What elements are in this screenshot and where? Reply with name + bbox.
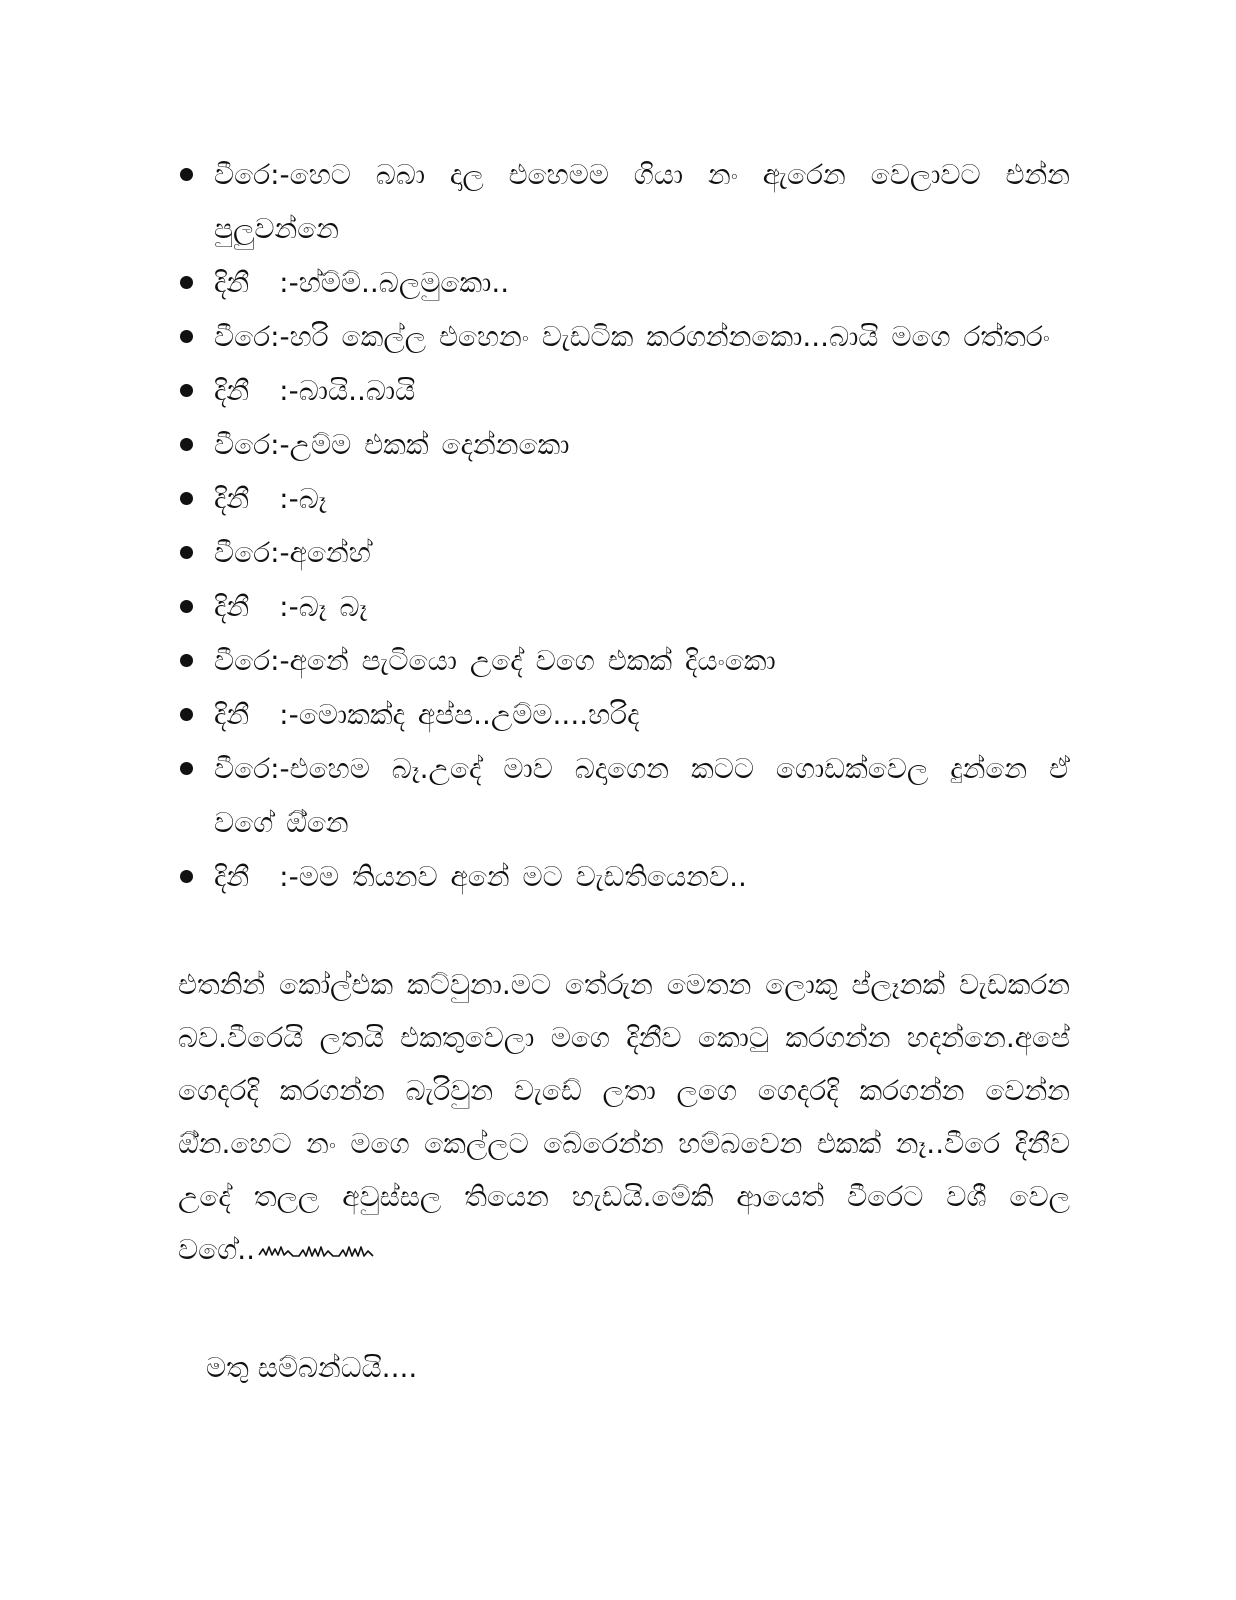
speaker-name: දිනී [214,860,250,893]
bullet-icon [180,762,193,775]
bullet-icon [180,600,193,613]
speaker-name: වීරෙ [214,536,271,569]
bullet-icon [180,708,193,721]
speaker-name: දිනී [214,590,250,623]
dialogue-line [178,580,1070,634]
speaker-name: වීරෙ [214,428,271,461]
dialogue-line [178,148,1070,256]
speaker-name: දිනී [214,482,250,515]
squiggle-decoration [257,1241,405,1261]
dialogue-text: :-මම තියනව අනේ මට වැඩතියෙනව.. [279,860,747,893]
dialogue-text: :-බෑ බෑ [279,590,368,623]
dialogue-line [178,634,1070,688]
dialogue-text: :-එහෙම බෑ.උදේ මාව බදාගෙන කටට ගොඩක්වෙල දුන්නෙ ඒ වගේ ඕ්නෙ [214,752,1070,839]
dialogue-text: :-අනේහ් [270,536,371,569]
speaker-name: වීරෙ [214,158,271,191]
speaker-name: වීරෙ [214,752,271,785]
paragraph-text: එතනින් කෝල්එක කට්වුනා.මට තේරුන මෙතන ලොකු ප්ලෑනක් වැඩකරන බව.වීරෙයි ලතයි එකතුවෙලා මගෙ දිනීව කොටු කරගන්න හදන්නෙ.අපේ ගෙදරදි කරගන්න බැරිවුන වැඩේ ලතා ලගෙ ගෙදරදි කරගන්න වෙන්න ඕ්න.හෙට නං මගෙ කෙල්ලට බේරෙන්න හම්බවෙන එකක් නෑ..වීරෙ දිනීව උදේ තලල අවුස්සල තියෙන හැඩයි.මේකි ආයෙත් වීරෙට වශී වෙල වගේ.. [178,968,1070,1266]
dialogue-line [178,418,1070,472]
bullet-icon [180,276,193,289]
dialogue-text: :-හරි කෙල්ල එහෙනං වැඩටික කරගන්නකො...බායි මගෙ රත්තරං [270,320,1050,353]
bullet-icon [180,168,193,181]
speaker-name: වීරෙ [214,320,271,353]
dialogue-text: :-හ්ම්ම්..බලමුකො.. [279,266,510,299]
bullet-icon [180,546,193,559]
speaker-name: දිනී [214,374,250,407]
dialogue-line [178,526,1070,580]
dialogue-line [178,310,1070,364]
dialogue-line [178,472,1070,526]
dialogue-text: :-අනේ පැටියො උදේ වගෙ එකක් දියංකො [270,644,776,677]
dialogue-line [178,742,1070,850]
dialogue-text: :-බෑ [279,482,327,515]
dialogue-line [178,688,1070,742]
continuation-note: මතු සම්බන්ධයි.... [206,1351,418,1384]
dialogue-line [178,256,1070,310]
dialogue-text: :-උම්ම එකක් දෙන්නකො [270,428,570,461]
dialogue-line [178,364,1070,418]
bullet-icon [180,492,193,505]
bullet-icon [180,654,193,667]
dialogue-text: :-මොකක්ද අප්ප..උම්ම....හරිද [279,698,640,731]
speaker-name: වීරෙ [214,644,271,677]
bullet-icon [180,384,193,397]
speaker-name: දිනී [214,698,250,731]
bullet-icon [180,870,193,883]
dialogue-text: :-හෙට බබා දාල එහෙමම ගියා නං ඇරෙන වෙලාවට එන්න පුලුවන්නෙ [214,158,1070,245]
dialogue-text: :-බායි..බායි [279,374,416,407]
bullet-icon [180,438,193,451]
dialogue-list [178,148,1070,904]
narrative-paragraph [178,958,1070,1276]
dialogue-line [178,850,1070,904]
bullet-icon [180,330,193,343]
speaker-name: දිනී [214,266,250,299]
